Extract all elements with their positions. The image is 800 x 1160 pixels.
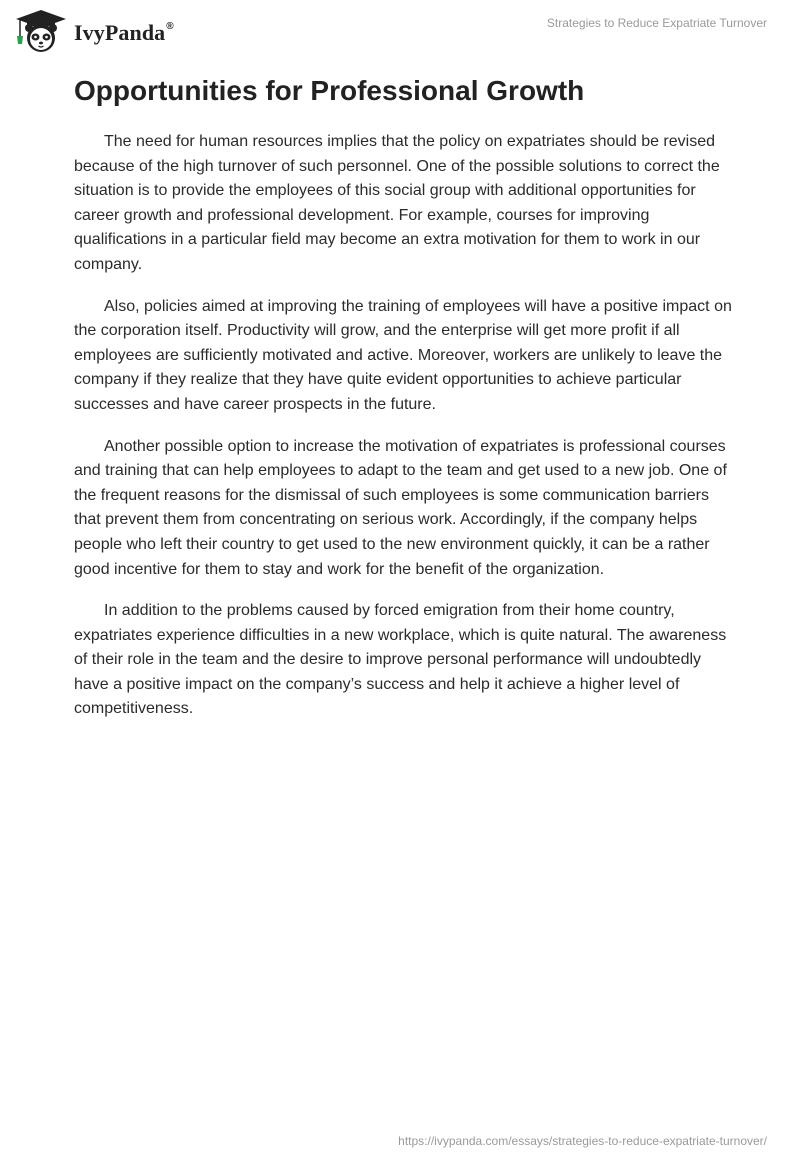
paragraph-3: Another possible option to increase the motivation of expatriates is professional courses and training that can help employees to adapt to the team and get used to a new job. One of the frequent reasons for the dismissal of such employees is some communication barriers that prevent them from concentrating on serious work. Accordingly, if the company helps people who left their country to get used to the new environment quickly, it can be a rather good incentive for them to stay and work for the benefit of the organization. xyxy=(74,437,727,578)
panda-graduation-cap-icon xyxy=(14,8,68,54)
section-heading: Opportunities for Professional Growth xyxy=(74,75,585,106)
registered-mark: ® xyxy=(166,20,174,32)
paragraph-4: In addition to the problems caused by forced emigration from their home country, expatriates experience difficulties in a new workplace, which is quite natural. The awareness of their role in the team and the desire to improve personal performance will undoubtedly have a positive impact on the company’s success and help it achieve a higher level of competitiveness. xyxy=(74,602,727,718)
source-url[interactable]: https://ivypanda.com/essays/strategies-to-reduce-expatriate-turnover/ xyxy=(398,1134,767,1148)
page-header xyxy=(0,0,800,64)
paragraph-2: Also, policies aimed at improving the training of employees will have a positive impact on the corporation itself. Productivity will grow, and the enterprise will get more profit if all employees are sufficiently motivated and active. Moreover, workers are unlikely to leave the company if they realize that they have quite evident opportunities to achieve particular successes and have career prospects in the future. xyxy=(74,297,732,413)
article-body xyxy=(74,72,734,739)
brand-name: IvyPanda® xyxy=(74,20,174,45)
document-title: Strategies to Reduce Expatriate Turnover xyxy=(546,16,767,30)
ivypanda-logo[interactable] xyxy=(14,8,174,54)
paragraph-1: The need for human resources implies that the policy on expatriates should be revised because of the high turnover of such personnel. One of the possible solutions to correct the situation is to provide the employees of this social group with additional opportunities for career growth and professional development. For example, courses for improving qualifications in a particular field may become an extra motivation for them to work in our company. xyxy=(74,133,720,273)
